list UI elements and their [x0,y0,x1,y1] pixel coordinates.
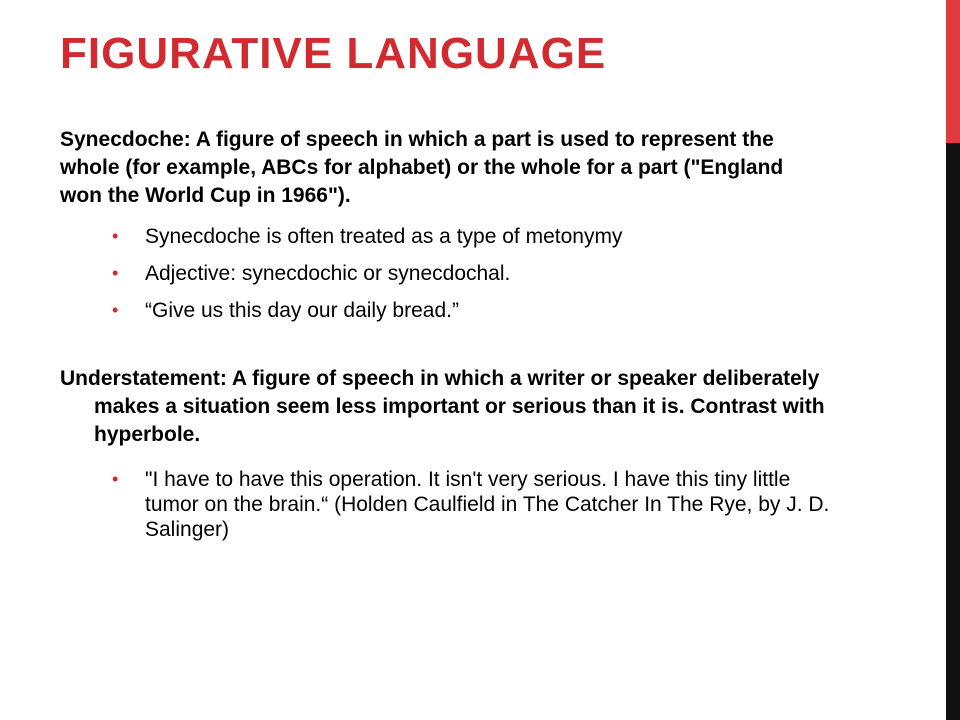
bullet-text: “Give us this day our daily bread.” [145,299,459,322]
side-decoration-bar [946,0,960,720]
list-item [60,261,830,286]
bullet-icon: • [112,263,119,283]
bullet-icon: • [112,469,119,489]
understatement-definition: Understatement: A figure of speech in which a writer or speaker deliberately makes a situation seem less important or serious than it is. Contrast with hyperbole. [60,367,825,446]
slide-content [60,126,830,542]
bullet-text: Adjective: synecdochic or synecdochal. [145,262,511,285]
synecdoche-definition: Synecdoche: A figure of speech in which a part is used to represent the whole (for example, ABCs for alphabet) or the whole for a part ("England won the World Cup in 1966"). [60,128,784,207]
list-item [60,224,830,249]
slide-title: FIGURATIVE LANGUAGE [60,29,607,78]
bullet-text: Synecdoche is often treated as a type of metonymy [145,225,623,248]
bullet-icon: • [112,226,119,246]
synecdoche-bullets [60,224,830,323]
list-item [60,467,830,542]
list-item [60,298,830,323]
bullet-icon: • [112,300,119,320]
side-decoration-accent [946,0,960,143]
understatement-bullets [60,467,830,542]
bullet-text: "I have to have this operation. It isn't very serious. I have this tiny little tumor on the brain.“ (Holden Caulfield in The Catcher In The Rye, by J. D. Salinger) [145,468,830,541]
